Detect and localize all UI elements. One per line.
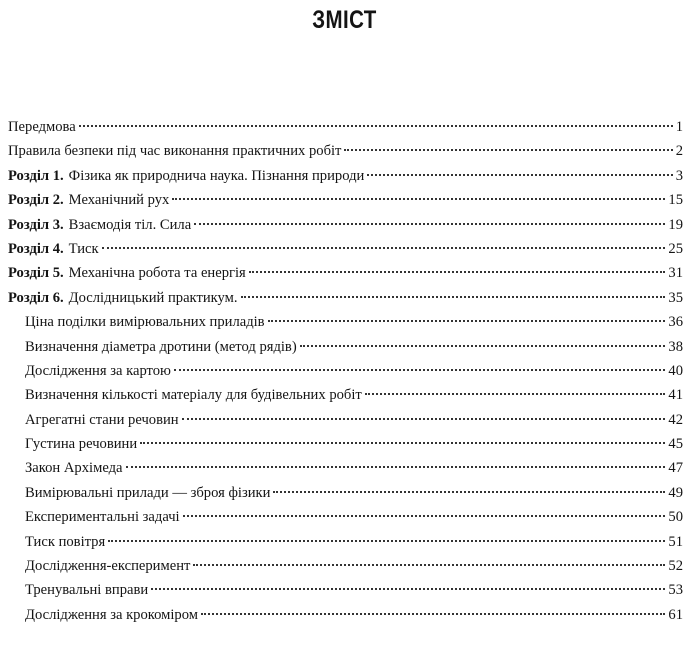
toc-entry-title: Механічний рух [68,192,170,209]
toc-entry [8,115,683,139]
toc-page-number: 38 [668,338,683,355]
dot-leader [79,125,673,127]
toc-page-number: 1 [675,119,683,135]
toc-entry [8,481,683,505]
dot-leader [126,466,666,468]
toc-page-number: 2 [675,143,683,160]
toc-entry-title: Визначення кількості матеріалу для будівельних робіт [25,387,362,404]
toc-entry-title: Тиск [68,240,99,257]
toc-page-number: 41 [668,387,683,404]
toc-entry [8,505,683,529]
toc-entry-title: Передмова [8,119,76,135]
toc-entry [8,286,683,310]
toc-page-number: 53 [668,582,683,599]
dot-leader [151,588,665,590]
toc-page-number: 31 [668,265,683,282]
toc-entry [8,359,683,383]
toc-entry [8,603,683,627]
toc-entry [8,335,683,359]
toc-page-number: 40 [668,362,683,379]
toc-entry [8,530,683,554]
dot-leader [172,198,665,200]
toc-entry [8,164,683,188]
toc-page-number: 50 [668,509,683,526]
toc-entry-title: Фізика як природнича наука. Пізнання природи [68,167,365,184]
toc-entry-title: Дослідження за картою [25,362,171,379]
table-of-contents [8,115,683,627]
toc-entry-title: Закон Архімеда [25,460,123,477]
toc-entry [8,139,683,163]
dot-leader [102,247,666,249]
toc-section-number: Розділ 1. [8,167,64,184]
toc-entry [8,432,683,456]
dot-leader [108,540,665,542]
dot-leader [268,320,666,322]
toc-section-number: Розділ 6. [8,289,64,306]
toc-page-number: 49 [668,484,683,501]
toc-entry-title: Визначення діаметра дротини (метод рядів) [25,338,297,355]
toc-entry [8,408,683,432]
dot-leader [344,149,672,151]
dot-leader [367,174,672,176]
toc-entry-title: Ціна поділки вимірювальних приладів [25,314,265,331]
toc-entry [8,237,683,261]
toc-entry [8,578,683,602]
dot-leader [201,613,665,615]
dot-leader [249,271,666,273]
toc-entry-title: Дослідження за крокоміром [25,606,198,623]
toc-entry-title: Дослідницький практикум. [68,289,238,306]
dot-leader [182,418,666,420]
toc-entry [8,383,683,407]
toc-entry-title: Взаємодія тіл. Сила [68,216,192,233]
toc-page-number: 15 [668,192,683,209]
dot-leader [183,515,666,517]
toc-section-number: Розділ 4. [8,240,64,257]
toc-entry [8,213,683,237]
dot-leader [140,442,665,444]
page-title: ЗМІСТ [312,6,377,34]
toc-entry-title: Експериментальні задачі [25,509,180,526]
toc-entry [8,261,683,285]
toc-page-number: 47 [668,460,683,477]
toc-section-number: Розділ 3. [8,216,64,233]
toc-section-number: Розділ 5. [8,265,64,282]
toc-entry-title: Агрегатні стани речовин [25,411,179,428]
dot-leader [273,491,665,493]
toc-entry [8,188,683,212]
toc-entry [8,456,683,480]
dot-leader [174,369,665,371]
toc-entry [8,310,683,334]
toc-page-number: 19 [668,216,683,233]
toc-entry-title: Тиск повітря [25,533,106,550]
toc-entry [8,554,683,578]
toc-page-number: 25 [668,240,683,257]
toc-entry-title: Механічна робота та енергія [68,265,246,282]
toc-page-number: 51 [668,533,683,550]
dot-leader [194,223,665,225]
toc-section-number: Розділ 2. [8,192,64,209]
toc-entry-title: Густина речовини [25,436,138,453]
toc-entry-title: Правила безпеки під час виконання практичних робіт [8,143,342,160]
dot-leader [300,345,666,347]
toc-page-number: 36 [668,314,683,331]
dot-leader [193,564,665,566]
toc-entry-title: Тренувальні вправи [25,582,149,599]
toc-page-number: 45 [668,436,683,453]
dot-leader [241,296,666,298]
dot-leader [365,393,666,395]
toc-page-number: 3 [675,167,683,184]
toc-entry-title: Вимірювальні прилади — зброя фізики [25,484,271,501]
toc-page-number: 35 [668,289,683,306]
toc-page-number: 61 [668,606,683,623]
toc-page-number: 52 [668,558,683,575]
toc-entry-title: Дослідження-експеримент [25,558,191,575]
toc-page-number: 42 [668,411,683,428]
